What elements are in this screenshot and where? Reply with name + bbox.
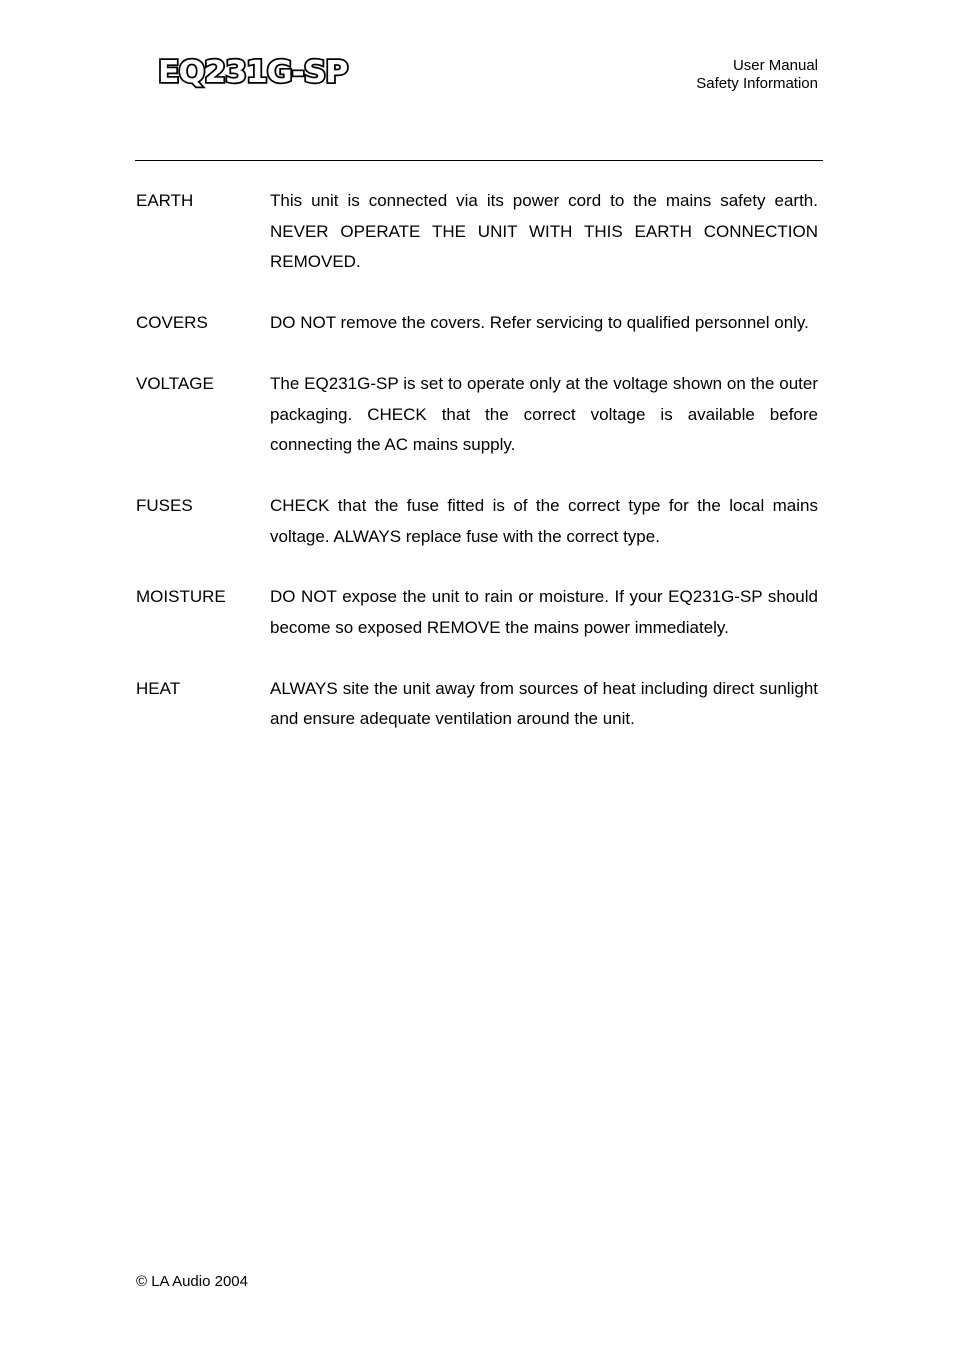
- section-moisture: [136, 582, 818, 643]
- section-text: The EQ231G-SP is set to operate only at the voltage shown on the outer packaging. CHECK that the correct voltage is available before connecting the AC mains supply.: [270, 373, 818, 455]
- section-text: CHECK that the fuse fitted is of the correct type for the local mains voltage. ALWAYS replace fuse with the correct type.: [270, 495, 818, 546]
- section-voltage: [136, 369, 818, 461]
- section-label: VOLTAGE: [136, 373, 214, 393]
- section-covers: [136, 308, 818, 339]
- section-label: HEAT: [136, 678, 181, 698]
- header-divider: [135, 160, 823, 161]
- section-label: MOISTURE: [136, 587, 226, 607]
- section-text: DO NOT expose the unit to rain or moisture. If your EQ231G-SP should become so exposed REMOVE the mains power immediately.: [270, 587, 818, 638]
- section-text: DO NOT remove the covers. Refer servicing to qualified personnel only.: [270, 313, 809, 333]
- section-heat: [136, 674, 818, 735]
- section-label: FUSES: [136, 495, 193, 515]
- section-earth: [136, 186, 818, 278]
- header-section-title: Safety Information: [696, 75, 818, 92]
- section-label: COVERS: [136, 313, 208, 333]
- section-text: ALWAYS site the unit away from sources of heat including direct sunlight and ensure adequate ventilation around the unit.: [270, 678, 818, 729]
- safety-sections: [136, 186, 818, 765]
- section-fuses: [136, 491, 818, 552]
- header-manual-title: User Manual: [732, 57, 818, 74]
- footer-copyright: © LA Audio 2004: [136, 1273, 248, 1290]
- section-text: This unit is connected via its power cord to the mains safety earth. NEVER OPERATE THE UNIT WITH THIS EARTH CONNECTION REMOVED.: [270, 191, 818, 272]
- header-info: [696, 57, 818, 93]
- section-label: EARTH: [136, 191, 194, 210]
- product-logo: EQ231G-SP: [158, 55, 348, 90]
